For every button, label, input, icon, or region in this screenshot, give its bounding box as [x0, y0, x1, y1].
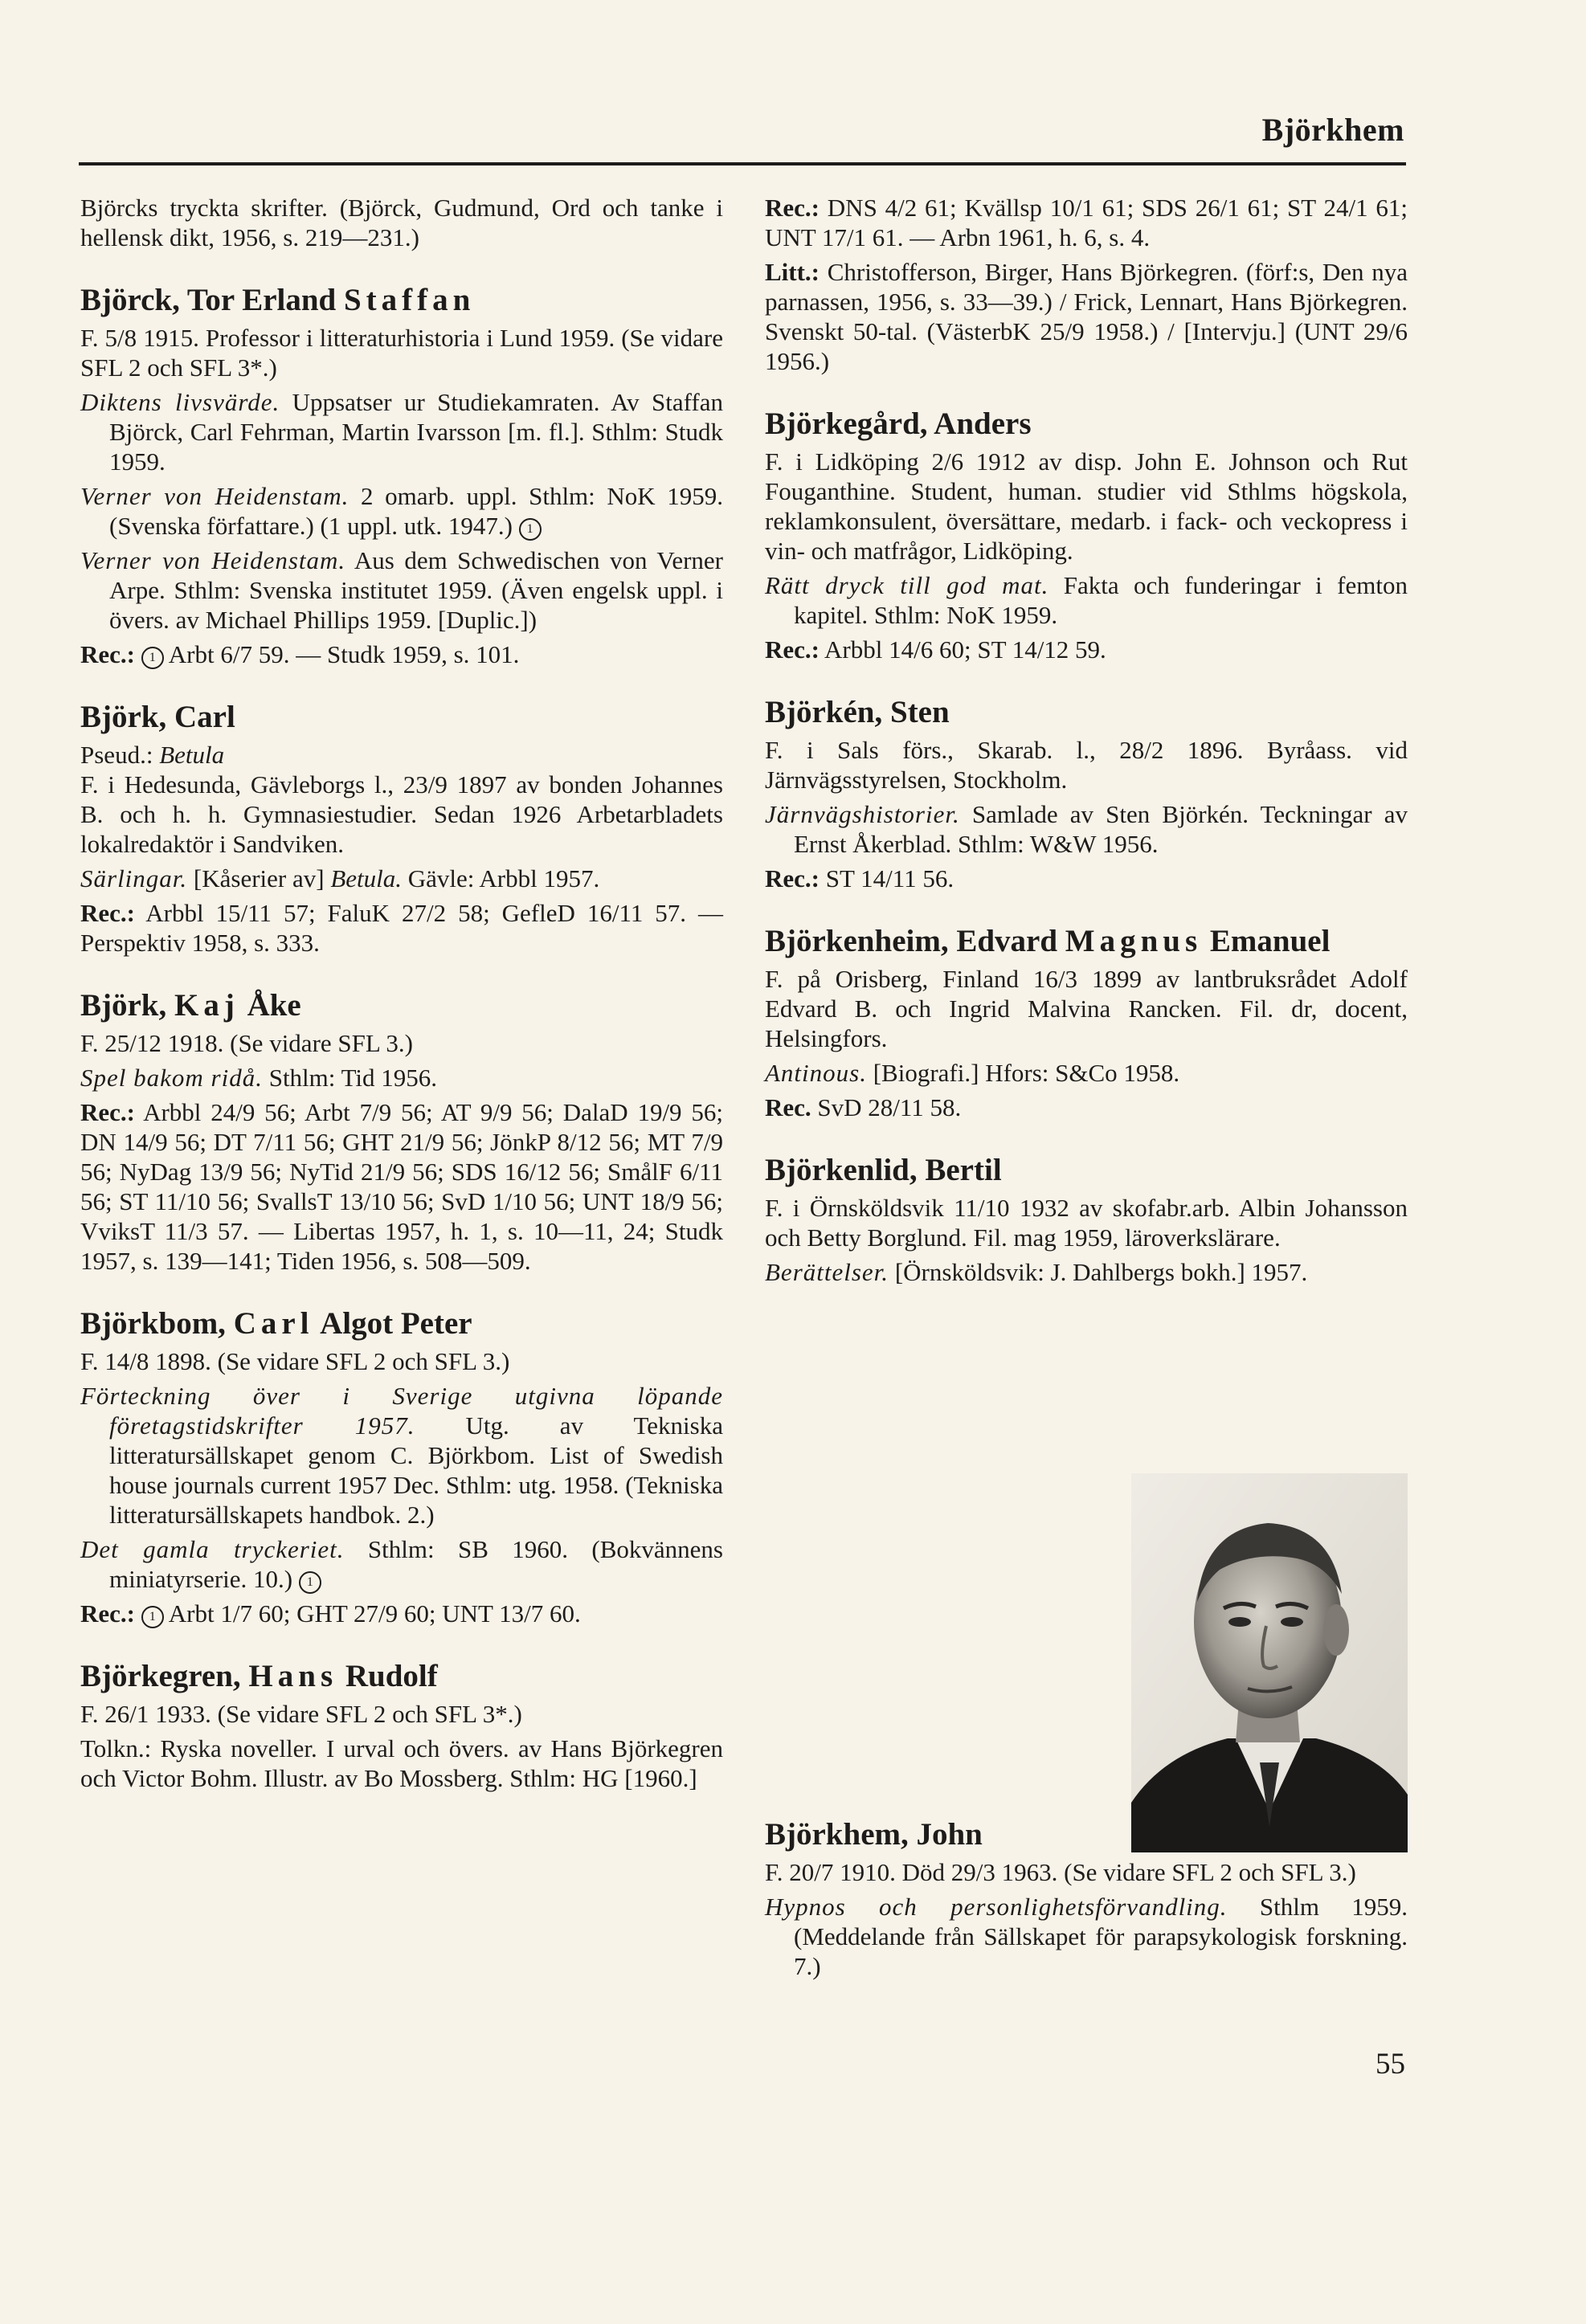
entry-bio: F. i Sals förs., Skarab. l., 28/2 1896. Byråass. vid Järnvägsstyrelsen, Stockholm. [765, 736, 1408, 794]
work-item: Antinous. [Biografi.] Hfors: S&Co 1958. [765, 1059, 1180, 1087]
entry-name: Björkén, Sten [765, 695, 950, 729]
entry-bjorkenlid-bertil [765, 1151, 1408, 1287]
circled-one-mark: 1 [519, 518, 542, 541]
entry-bio: F. 5/8 1915. Professor i litteraturhistoria i Lund 1959. (Se vidare SFL 2 och SFL 3*.) [80, 324, 723, 382]
left-column [80, 193, 723, 1793]
portrait-photo-icon [1131, 1473, 1408, 1852]
work-item: Verner von Heidenstam. Aus dem Schwedischen von Verner Arpe. Sthlm: Svenska institutet 1959. (Även engelsk uppl. i övers. av Michael Phillips 1959. [Duplic.]) [80, 546, 723, 634]
entry-bio: F. 20/7 1910. Död 29/3 1963. (Se vidare SFL 2 och SFL 3.) [765, 1858, 1356, 1886]
entry-bjorkbom [80, 1305, 723, 1628]
entry-bjorken-sten [765, 693, 1408, 893]
header-rule [79, 162, 1406, 165]
entry-name: Björkenheim, Edvard Magnus Emanuel [765, 924, 1331, 958]
entry-name: Björk, Carl [80, 700, 235, 734]
running-headword: Björkhem [1261, 112, 1404, 148]
work-item: Spel bakom ridå. Sthlm: Tid 1956. [80, 1064, 438, 1092]
right-column [765, 193, 1408, 1980]
entry-name: Björkegren, Hans Rudolf [80, 1659, 438, 1693]
review-list: Rec.: 1 Arbt 1/7 60; GHT 27/9 60; UNT 13/7 60. [80, 1599, 581, 1628]
work-item: Rätt dryck till god mat. Fakta och funderingar i femton kapitel. Sthlm: NoK 1959. [765, 571, 1408, 629]
work-item: Förteckning över i Sverige utgivna löpande företagstidskrifter 1957. Utg. av Tekniska litteratursällskapet genom C. Björkbom. List of Swedish house journals current 1957 Dec. Sthlm: utg. 1958. (Tekniska litteratursällskapets handbok. 2.) [80, 1382, 723, 1529]
entry-bio: F. i Hedesunda, Gävleborgs l., 23/9 1897 av bonden Johannes B. och h. h. Gymnasiestudier. Sedan 1926 Arbetarbladets lokalredaktör i Sandviken. [80, 770, 723, 858]
entry-name: Björck, Tor Erland Staffan [80, 283, 476, 317]
work-item: Det gamla tryckeriet. Sthlm: SB 1960. (Bokvännens miniatyrserie. 10.) 1 [80, 1535, 723, 1593]
portrait-photo [1131, 1473, 1408, 1852]
work-item: Diktens livsvärde. Uppsatser ur Studiekamraten. Av Staffan Björck, Carl Fehrman, Martin Ivarsson [m. fl.]. Sthlm: Studk 1959. [80, 388, 723, 476]
circled-one-mark: 1 [299, 1571, 321, 1594]
review-list: Rec. SvD 28/11 58. [765, 1093, 962, 1121]
page-number: 55 [1375, 2048, 1405, 2081]
continued-literature-list: Litt.: Christofferson, Birger, Hans Björkegren. (förf:s, Den nya parnassen, 1956, s. 33—39.) / Frick, Lennart, Hans Björkegren. Svenskt 50-tal. (VästerbK 25/9 1958.) / [Intervju.] (UNT 29/6 1956.) [765, 258, 1408, 375]
entry-bio: F. på Orisberg, Finland 16/3 1899 av lantbruksrådet Adolf Edvard B. och Ingrid Malvina Rancken. Fil. dr, docent, Helsingfors. [765, 965, 1408, 1052]
entry-name: Björkenlid, Bertil [765, 1153, 1002, 1187]
entry-bjorkegard-anders [765, 405, 1408, 664]
work-item: Järnvägshistorier. Samlade av Sten Björkén. Teckningar av Ernst Åkerblad. Sthlm: W&W 1956. [765, 800, 1408, 858]
entry-bio: F. i Örnsköldsvik 11/10 1932 av skofabr.arb. Albin Johansson och Betty Borglund. Fil. mag 1959, läroverkslärare. [765, 1194, 1408, 1252]
review-list: Rec.: Arbbl 24/9 56; Arbt 7/9 56; AT 9/9 56; DalaD 19/9 56; DN 14/9 56; DT 7/11 56; GHT 21/9 56; JönkP 8/12 56; MT 7/9 56; NyDag 13/9 56; NyTid 21/9 56; SDS 16/12 56; SmålF 6/11 56; ST 11/10 56; SvallsT 13/10 56; SvD 1/10 56; UNT 18/9 56; VviksT 11/3 57. — Libertas 1957, h. 1, s. 10—11, 24; Studk 1957, s. 139—141; Tiden 1956, s. 508—509. [80, 1098, 723, 1275]
entry-bjork-kaj [80, 986, 723, 1276]
work-item: Särlingar. [Kåserier av] Betula. Gävle: Arbbl 1957. [80, 864, 600, 892]
work-item: Verner von Heidenstam. 2 omarb. uppl. Sthlm: NoK 1959. (Svenska författare.) (1 uppl. utk. 1947.) 1 [80, 482, 723, 540]
review-list: Rec.: Arbbl 15/11 57; FaluK 27/2 58; GefleD 16/11 57. — Perspektiv 1958, s. 333. [80, 899, 723, 957]
review-list: Rec.: Arbbl 14/6 60; ST 14/12 59. [765, 635, 1106, 664]
work-item: Tolkn.: Ryska noveller. I urval och övers. av Hans Björkegren och Victor Bohm. Illustr. av Bo Mossberg. Sthlm: HG [1960.] [80, 1734, 723, 1792]
entry-bjorkegren [80, 1657, 723, 1793]
entry-bio: F. 14/8 1898. (Se vidare SFL 2 och SFL 3.) [80, 1347, 510, 1375]
entry-pseudonym: Pseud.: Betula [80, 741, 225, 769]
entry-bjorkenheim-edvard [765, 922, 1408, 1122]
entry-bio: F. 25/12 1918. (Se vidare SFL 3.) [80, 1029, 413, 1057]
circled-one-mark: 1 [141, 647, 164, 669]
entry-bio: F. i Lidköping 2/6 1912 av disp. John E. Johnson och Rut Fouganthine. Student, human. studier vid Sthlms högskola, reklamkonsulent, översättare, medarb. i fack- och veckopress i vin- och matfrågor, Lidköping. [765, 447, 1408, 565]
entry-bio: F. 26/1 1933. (Se vidare SFL 2 och SFL 3*.) [80, 1700, 522, 1728]
entry-name: Björkegård, Anders [765, 406, 1032, 441]
entry-name: Björk, Kaj Åke [80, 988, 301, 1023]
work-item: Hypnos och personlighetsförvandling. Sthlm 1959. (Meddelande från Sällskapet för parapsykologisk forskning. 7.) [765, 1893, 1408, 1980]
review-list: Rec.: ST 14/11 56. [765, 864, 954, 892]
entry-name: Björkbom, Carl Algot Peter [80, 1306, 472, 1341]
continued-review-list: Rec.: DNS 4/2 61; Kvällsp 10/1 61; SDS 26/1 61; ST 24/1 61; UNT 17/1 61. — Arbn 1961, h. 6, s. 4. [765, 194, 1408, 251]
entry-name: Björkhem, John [765, 1817, 983, 1852]
review-list: Rec.: 1 Arbt 6/7 59. — Studk 1959, s. 101. [80, 640, 520, 668]
continued-entry-text: Björcks tryckta skrifter. (Björck, Gudmund, Ord och tanke i hellensk dikt, 1956, s. 219—231.) [80, 194, 723, 251]
entry-bjork-carl [80, 698, 723, 958]
entry-bjorck-staffan [80, 281, 723, 669]
work-item: Berättelser. [Örnsköldsvik: J. Dahlbergs bokh.] 1957. [765, 1258, 1308, 1286]
circled-one-mark: 1 [141, 1606, 164, 1628]
